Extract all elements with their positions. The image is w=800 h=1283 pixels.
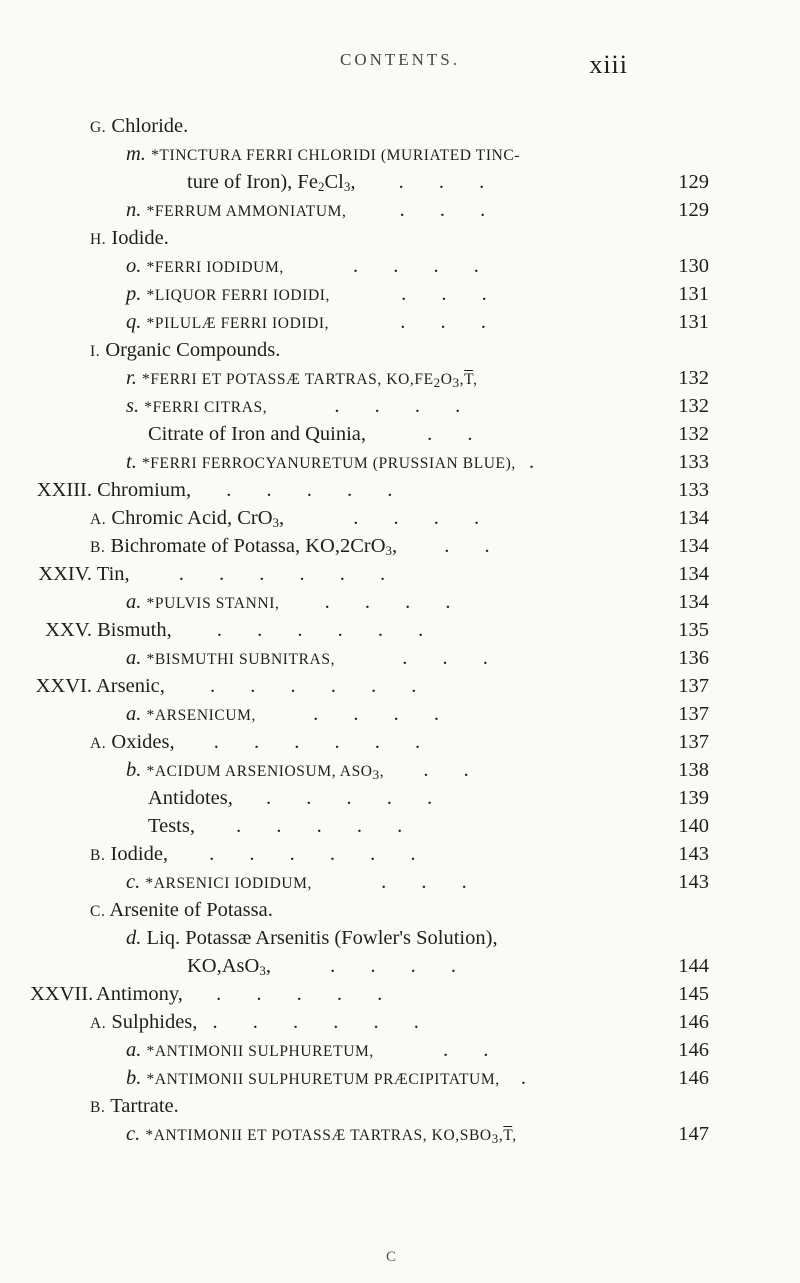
toc-line bbox=[126, 700, 454, 728]
page-ref: 134 bbox=[678, 591, 709, 613]
entry-text: ture of Iron), $Fe_2Cl_3$, bbox=[187, 171, 356, 194]
leader-dots: . . . . . . bbox=[216, 619, 439, 641]
leader-dots: . bbox=[520, 1067, 541, 1089]
entry-text: *FERRI IODIDUM, bbox=[146, 259, 284, 276]
entry-mark: m. bbox=[126, 143, 146, 165]
toc-line bbox=[126, 924, 498, 952]
toc-line bbox=[30, 980, 397, 1008]
entry-text: *FERRI FERROCYANURETUM (PRUSSIAN BLUE), bbox=[141, 455, 516, 472]
entry-mark: o. bbox=[126, 255, 142, 277]
entry-mark: B. bbox=[90, 1099, 106, 1116]
entry-text: *LIQUOR FERRI IODIDI, bbox=[146, 287, 331, 304]
page-ref: 137 bbox=[678, 703, 709, 725]
entry-mark: d. bbox=[126, 927, 142, 949]
page-ref: 146 bbox=[678, 1011, 709, 1033]
leader-dots: . . . . . . bbox=[178, 563, 401, 585]
entry-text: *FERRUM AMMONIATUM, bbox=[146, 203, 347, 220]
toc-line bbox=[30, 616, 438, 644]
entry-mark: H. bbox=[90, 231, 107, 248]
toc-line bbox=[126, 1120, 517, 1148]
toc-line bbox=[126, 252, 494, 280]
toc-line bbox=[90, 1092, 179, 1120]
entry-mark: b. bbox=[126, 1067, 142, 1089]
entry-text: Tin, bbox=[96, 563, 130, 585]
page-ref: 146 bbox=[678, 1039, 709, 1061]
toc-line bbox=[126, 868, 482, 896]
toc-line bbox=[90, 336, 280, 364]
page-ref: 147 bbox=[678, 1123, 709, 1145]
entry-text: *ANTIMONII SULPHURETUM PRÆCIPITATUM, bbox=[146, 1071, 500, 1088]
entry-mark: XXVI. bbox=[35, 675, 92, 697]
leader-dots: . bbox=[529, 451, 550, 473]
leader-dots: . . . bbox=[398, 171, 500, 193]
entry-text: Bismuth, bbox=[97, 619, 172, 641]
entry-mark: c. bbox=[126, 1123, 141, 1145]
entry-mark: n. bbox=[126, 199, 142, 221]
toc-line bbox=[126, 644, 503, 672]
toc-line bbox=[90, 112, 188, 140]
toc-line bbox=[30, 672, 431, 700]
leader-dots: . . . . . . bbox=[209, 843, 431, 865]
leader-dots: . . . . . bbox=[236, 815, 418, 837]
toc-line bbox=[90, 840, 431, 868]
toc-line bbox=[126, 280, 502, 308]
page-ref: 131 bbox=[678, 311, 709, 333]
entry-mark: A. bbox=[90, 735, 107, 752]
entry-text: Oxides, bbox=[111, 731, 175, 753]
toc-line bbox=[90, 532, 505, 560]
entry-mark: I. bbox=[90, 343, 101, 360]
entry-text: Iodide. bbox=[111, 227, 169, 249]
leader-dots: . . . . bbox=[352, 255, 494, 277]
leader-dots: . . . bbox=[381, 871, 482, 893]
leader-dots: . . . . . bbox=[216, 983, 398, 1005]
entry-text: Antidotes, bbox=[148, 787, 233, 809]
entry-mark: a. bbox=[126, 591, 142, 613]
entry-mark: C. bbox=[90, 903, 106, 920]
entry-mark: B. bbox=[90, 847, 106, 864]
entry-text: *FERRI CITRAS, bbox=[144, 399, 268, 416]
entry-text: Organic Compounds. bbox=[105, 339, 281, 361]
toc-line bbox=[148, 812, 417, 840]
entry-mark: G. bbox=[90, 119, 107, 136]
toc-line bbox=[126, 756, 484, 784]
page-ref: 133 bbox=[678, 451, 709, 473]
page-ref: 134 bbox=[678, 563, 709, 585]
entry-mark: r. bbox=[126, 367, 137, 389]
entry-mark: c. bbox=[126, 871, 141, 893]
entry-mark: XXVII. bbox=[30, 983, 94, 1005]
entry-text: Sulphides, bbox=[111, 1011, 198, 1033]
entry-text: Chromium, bbox=[97, 479, 192, 501]
leader-dots: . . . bbox=[402, 647, 503, 669]
toc-line bbox=[90, 728, 435, 756]
page-ref: 132 bbox=[678, 395, 709, 417]
page-ref: 134 bbox=[678, 535, 709, 557]
toc-line bbox=[90, 504, 494, 532]
leader-dots: . . . . bbox=[353, 507, 495, 529]
entry-text: Chloride. bbox=[111, 115, 189, 137]
entry-text: *PILULÆ FERRI IODIDI, bbox=[146, 315, 330, 332]
leader-dots: . . . . . . bbox=[213, 731, 436, 753]
entry-mark: XXIII. bbox=[36, 479, 92, 501]
page-ref: 137 bbox=[678, 675, 709, 697]
toc-line bbox=[148, 420, 488, 448]
toc-line bbox=[90, 224, 169, 252]
running-head: CONTENTS. bbox=[339, 50, 461, 69]
entry-text: *TINCTURA FERRI CHLORIDI (MURIATED TINC- bbox=[151, 147, 521, 164]
leader-dots: . . . bbox=[401, 283, 502, 305]
toc-line bbox=[30, 560, 400, 588]
toc-line bbox=[126, 364, 478, 392]
entry-mark: a. bbox=[126, 1039, 142, 1061]
leader-dots: . . bbox=[423, 759, 484, 781]
toc-line bbox=[30, 476, 407, 504]
leader-dots: . . . . bbox=[324, 591, 466, 613]
entry-mark: a. bbox=[126, 647, 142, 669]
leader-dots: . . . bbox=[400, 311, 501, 333]
entry-mark: A. bbox=[90, 511, 107, 528]
page-ref: 129 bbox=[678, 199, 709, 221]
toc-line bbox=[187, 168, 499, 196]
leader-dots: . . . . bbox=[334, 395, 476, 417]
page-ref: 143 bbox=[678, 871, 709, 893]
entry-mark: B. bbox=[90, 539, 106, 556]
page-ref: 145 bbox=[678, 983, 709, 1005]
entry-mark: A. bbox=[90, 1015, 107, 1032]
entry-mark: q. bbox=[126, 311, 142, 333]
page-ref: 135 bbox=[678, 619, 709, 641]
page-ref: 139 bbox=[678, 787, 709, 809]
page-ref: 138 bbox=[678, 759, 709, 781]
leader-dots: . . bbox=[427, 423, 488, 445]
entry-mark: XXIV. bbox=[38, 563, 92, 585]
page-ref: 146 bbox=[678, 1067, 709, 1089]
entry-mark: t. bbox=[126, 451, 137, 473]
leader-dots: . . . bbox=[399, 199, 501, 221]
entry-text: Arsenic, bbox=[96, 675, 165, 697]
entry-text: *BISMUTHI SUBNITRAS, bbox=[146, 651, 336, 668]
page-ref: 144 bbox=[678, 955, 709, 977]
page-ref: 132 bbox=[678, 423, 709, 445]
toc-line bbox=[126, 448, 549, 476]
toc-line bbox=[126, 1064, 541, 1092]
leader-dots: . . bbox=[444, 535, 505, 557]
toc-line bbox=[90, 896, 273, 924]
entry-text: *PULVIS STANNI, bbox=[146, 595, 280, 612]
toc-line bbox=[126, 1036, 503, 1064]
entry-text: *ANTIMONII SULPHURETUM, bbox=[146, 1043, 374, 1060]
leader-dots: . . . . bbox=[330, 955, 471, 977]
leader-dots: . . . . bbox=[313, 703, 455, 725]
entry-text: Liq. Potassæ Arsenitis (Fowler's Solution), bbox=[146, 927, 498, 949]
toc-line bbox=[126, 140, 520, 168]
entry-mark: s. bbox=[126, 395, 140, 417]
leader-dots: . . . . . . bbox=[212, 1011, 434, 1033]
entry-text: Arsenite of Potassa. bbox=[109, 899, 273, 921]
page-ref: 133 bbox=[678, 479, 709, 501]
page-ref: 136 bbox=[678, 647, 709, 669]
leader-dots: . . . . . bbox=[226, 479, 408, 501]
toc-line bbox=[90, 1008, 434, 1036]
entry-text: Chromic Acid, CrO$_3$, bbox=[111, 507, 285, 530]
entry-mark: XXV. bbox=[45, 619, 92, 641]
toc-line bbox=[126, 392, 475, 420]
entry-text: *ACIDUM ARSENIOSUM, $ASO_3$, bbox=[146, 763, 385, 782]
page-ref: 132 bbox=[678, 367, 709, 389]
page-ref: 131 bbox=[678, 283, 709, 305]
entry-text: *ARSENICUM, bbox=[146, 707, 257, 724]
entry-mark: a. bbox=[126, 703, 142, 725]
entry-text: *FERRI ET POTASSÆ TARTRAS, $KO,FE_2O_3,\overline{T}$, bbox=[141, 371, 478, 390]
entry-text: Bichromate of Potassa, KO,2CrO$_3$, bbox=[110, 535, 398, 558]
toc-line bbox=[187, 952, 471, 980]
page-ref: 137 bbox=[678, 731, 709, 753]
entry-text: Tartrate. bbox=[110, 1095, 179, 1117]
page-ref: 140 bbox=[678, 815, 709, 837]
entry-mark: b. bbox=[126, 759, 142, 781]
page-ref: 129 bbox=[678, 171, 709, 193]
signature-mark: C bbox=[386, 1249, 397, 1265]
toc-line bbox=[126, 308, 501, 336]
leader-dots: . . . . . bbox=[265, 787, 448, 809]
entry-text: Iodide, bbox=[110, 843, 169, 865]
entry-text: *ANTIMONII ET POTASSÆ TARTRAS, $KO,SBO_3,\overline{T}$, bbox=[145, 1127, 517, 1146]
leader-dots: . . bbox=[442, 1039, 504, 1061]
entry-text: KO,AsO$_3$, bbox=[187, 955, 271, 978]
entry-text: Tests, bbox=[148, 815, 195, 837]
toc-line bbox=[126, 196, 500, 224]
page-number: xiii bbox=[589, 50, 628, 79]
entry-text: *ARSENICI IODIDUM, bbox=[145, 875, 313, 892]
toc-line bbox=[148, 784, 447, 812]
page-ref: 134 bbox=[678, 507, 709, 529]
page-ref: 143 bbox=[678, 843, 709, 865]
entry-mark: p. bbox=[126, 283, 142, 305]
entry-text: Antimony, bbox=[96, 983, 183, 1005]
page-ref: 130 bbox=[678, 255, 709, 277]
leader-dots: . . . . . . bbox=[210, 675, 432, 697]
toc-line bbox=[126, 588, 465, 616]
entry-text: Citrate of Iron and Quinia, bbox=[148, 423, 367, 445]
